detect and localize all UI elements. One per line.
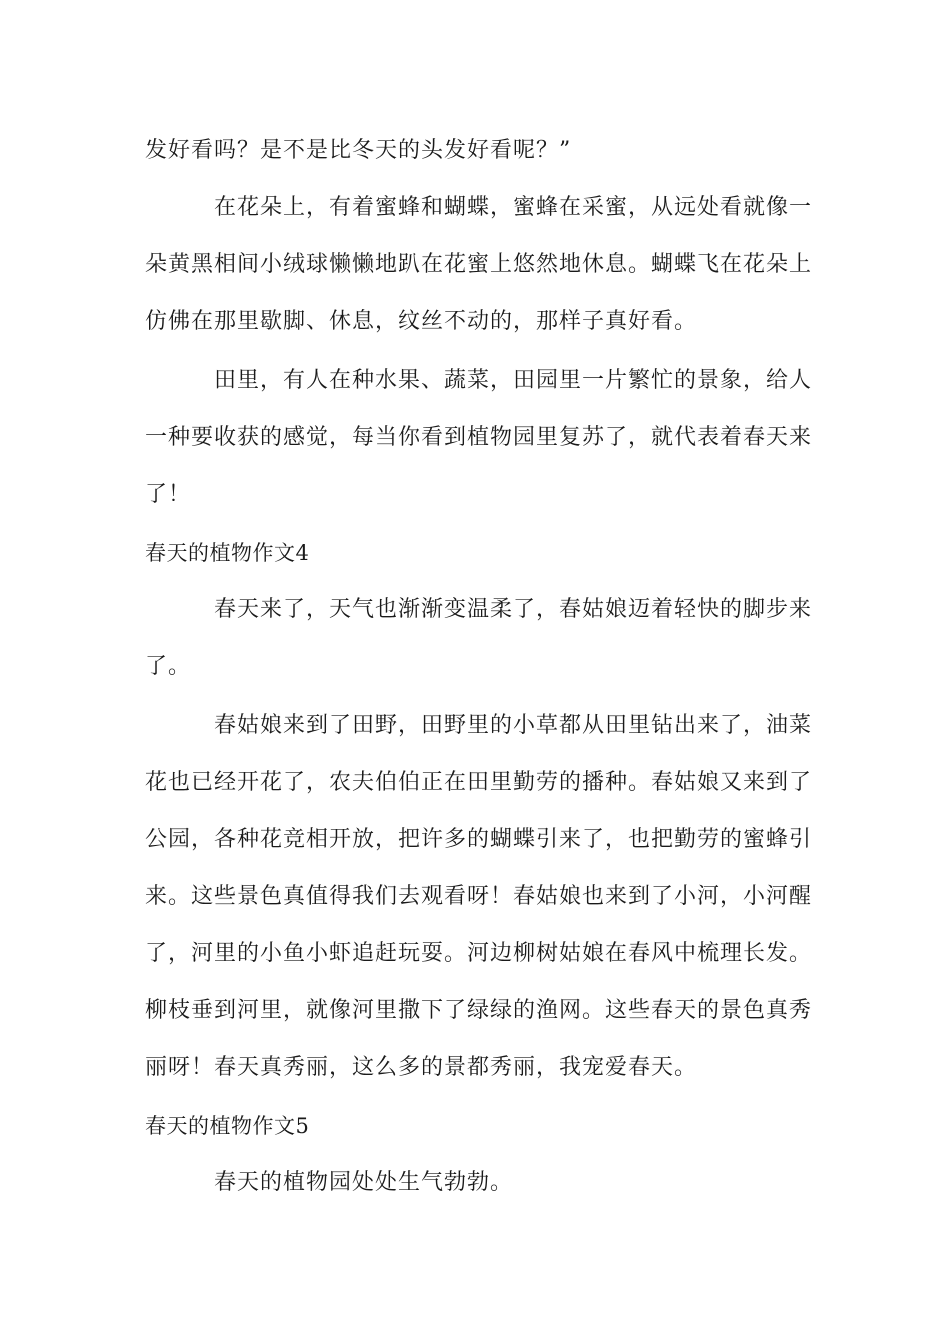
text-line: 花也已经开花了，农夫伯伯正在田里勤劳的播种。春姑娘又来到了: [145, 770, 813, 795]
text-line: 公园，各种花竞相开放，把许多的蝴蝶引来了，也把勤劳的蜜蜂引: [145, 827, 813, 852]
text-line: 一种要收获的感觉，每当你看到植物园里复苏了，就代表着春天来: [145, 425, 813, 450]
text-line: 了，河里的小鱼小虾追赶玩耍。河边柳树姑娘在春风中梳理长发。: [145, 941, 813, 966]
text-line: 来。这些景色真值得我们去观看呀！春姑娘也来到了小河，小河醒: [145, 884, 813, 909]
paragraph-first-line: 在花朵上，有着蜜蜂和蝴蝶，蜜蜂在采蜜，从远处看就像一: [214, 195, 813, 220]
text-line: 柳枝垂到河里，就像河里撒下了绿绿的渔网。这些春天的景色真秀: [145, 998, 813, 1023]
text-line: 发好看吗？是不是比冬天的头发好看呢？”: [145, 138, 572, 163]
text-line: 仿佛在那里歇脚、休息，纹丝不动的，那样子真好看。: [145, 309, 698, 334]
text-line: 了！: [145, 482, 192, 507]
paragraph-first-line: 春天来了，天气也渐渐变温柔了，春姑娘迈着轻快的脚步来: [214, 597, 813, 622]
paragraph-first-line: 春姑娘来到了田野，田野里的小草都从田里钻出来了，油菜: [214, 713, 813, 738]
text-line: 朵黄黑相间小绒球懒懒地趴在花蜜上悠然地休息。蝴蝶飞在花朵上: [145, 252, 813, 277]
text-line: 丽呀！春天真秀丽，这么多的景都秀丽，我宠爱春天。: [145, 1055, 698, 1080]
section-heading: 春天的植物作文5: [145, 1114, 310, 1138]
text-line: 了。: [145, 654, 192, 679]
paragraph-first-line: 田里，有人在种水果、蔬菜，田园里一片繁忙的景象，给人: [214, 368, 813, 393]
paragraph-first-line: 春天的植物园处处生气勃勃。: [214, 1170, 514, 1195]
section-heading: 春天的植物作文4: [145, 541, 310, 565]
